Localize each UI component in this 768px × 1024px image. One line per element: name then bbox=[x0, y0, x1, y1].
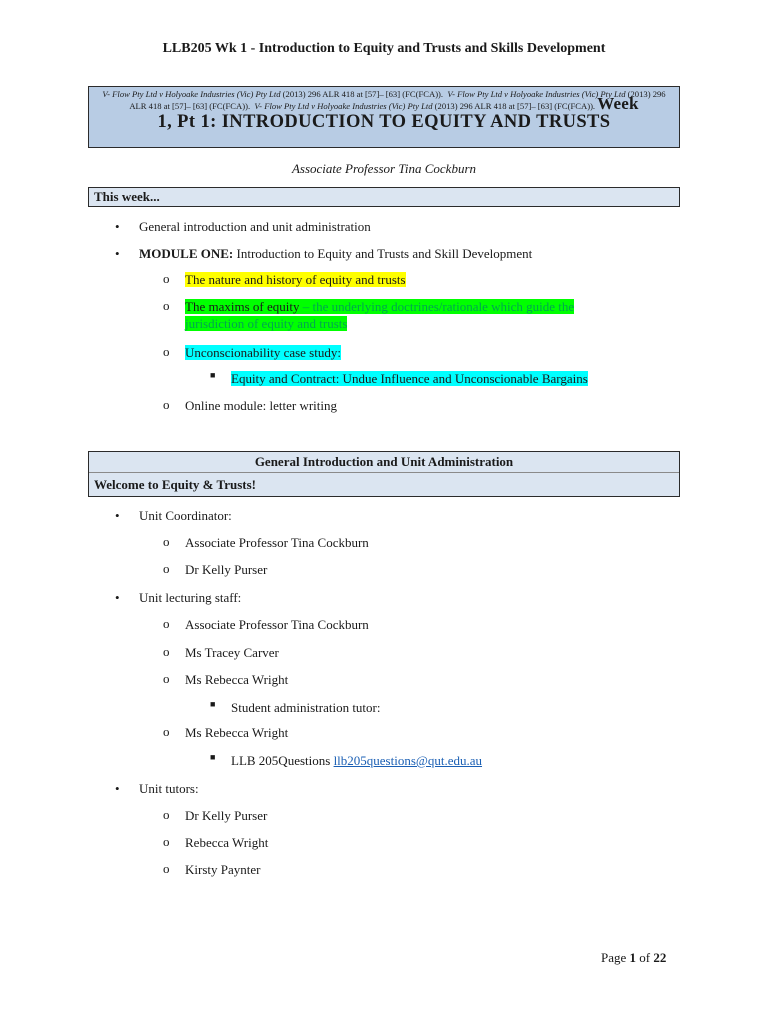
circle-bullet-icon: o bbox=[163, 534, 170, 549]
module-title: Introduction to Equity and Trusts and Skill Development bbox=[236, 246, 533, 261]
circle-bullet-icon: o bbox=[163, 861, 170, 876]
bullet-icon: • bbox=[115, 219, 120, 234]
square-bullet-icon: ■ bbox=[210, 699, 216, 709]
case-citation: (2013) 296 ALR 418 at [57]– [63] (FC(FCA)). bbox=[129, 89, 666, 111]
sub-list-item: Dr Kelly Purser bbox=[185, 562, 268, 577]
sub-list-item: Rebecca Wright bbox=[185, 835, 269, 850]
author-line: Associate Professor Tina Cockburn bbox=[291, 161, 477, 176]
circle-bullet-icon: o bbox=[163, 724, 170, 739]
document-title: 1, Pt 1: INTRODUCTION TO EQUITY AND TRUSTS bbox=[157, 112, 611, 132]
questions-label: LLB 205Questions bbox=[231, 753, 334, 768]
sub-list-item: Online module: letter writing bbox=[185, 398, 337, 413]
sub-list-item: Kirsty Paynter bbox=[185, 862, 261, 877]
page-footer bbox=[601, 950, 666, 966]
circle-bullet-icon: o bbox=[163, 561, 170, 576]
week-word: Week bbox=[597, 94, 639, 113]
highlighted-text: The nature and history of equity and trusts bbox=[185, 272, 406, 287]
circle-bullet-icon: o bbox=[163, 344, 170, 359]
sub-list-item: Associate Professor Tina Cockburn bbox=[185, 535, 369, 550]
of-word: of bbox=[636, 950, 654, 965]
highlighted-text: – the underlying doctrines/rationale which guide the bbox=[299, 299, 575, 314]
section-title: General Introduction and Unit Administration bbox=[89, 452, 679, 473]
circle-bullet-icon: o bbox=[163, 834, 170, 849]
sub-sub-list-item bbox=[231, 752, 482, 769]
module-label: MODULE ONE: bbox=[139, 246, 234, 261]
welcome-heading: Welcome to Equity & Trusts! bbox=[94, 477, 257, 492]
circle-bullet-icon: o bbox=[163, 807, 170, 822]
highlighted-text: jurisdiction of equity and trusts bbox=[185, 316, 348, 331]
highlighted-text: The maxims of equity bbox=[185, 299, 300, 314]
this-week-heading: This week... bbox=[88, 187, 680, 207]
sub-sub-list-item: Student administration tutor: bbox=[231, 700, 381, 715]
questions-email-link[interactable]: llb205questions@qut.edu.au bbox=[333, 753, 483, 768]
admin-box bbox=[88, 451, 680, 497]
circle-bullet-icon: o bbox=[163, 644, 170, 659]
sub-sub-list-item bbox=[231, 370, 588, 387]
sub-list-item bbox=[185, 271, 406, 288]
page-word: Page bbox=[601, 950, 630, 965]
circle-bullet-icon: o bbox=[163, 616, 170, 631]
case-citation-line bbox=[89, 87, 679, 111]
list-item: Unit Coordinator: bbox=[139, 508, 232, 523]
sub-list-item: Dr Kelly Purser bbox=[185, 808, 268, 823]
title-box bbox=[88, 86, 680, 148]
sub-list-item: Ms Tracey Carver bbox=[185, 645, 279, 660]
case-name: V- Flow Pty Ltd v Holyoake Industries (Vic) Pty Ltd bbox=[102, 89, 281, 99]
case-citation: (2013) 296 ALR 418 at [57]– [63] (FC(FCA)). bbox=[432, 101, 596, 111]
list-item: General introduction and unit administration bbox=[139, 219, 371, 234]
bullet-icon: • bbox=[115, 590, 120, 605]
sub-list-item: Associate Professor Tina Cockburn bbox=[185, 617, 369, 632]
circle-bullet-icon: o bbox=[163, 671, 170, 686]
circle-bullet-icon: o bbox=[163, 397, 170, 412]
sub-list-item: Ms Rebecca Wright bbox=[185, 725, 289, 740]
list-item bbox=[139, 245, 532, 262]
case-name: V- Flow Pty Ltd v Holyoake Industries (Vic) Pty Ltd bbox=[254, 101, 433, 111]
case-citation: (2013) 296 ALR 418 at [57]– [63] (FC(FCA)). bbox=[280, 89, 444, 99]
bullet-icon: • bbox=[115, 246, 120, 261]
square-bullet-icon: ■ bbox=[210, 370, 216, 380]
bullet-icon: • bbox=[115, 508, 120, 523]
highlighted-text: Unconscionability case study: bbox=[185, 345, 341, 360]
sub-list-item bbox=[185, 298, 625, 332]
page-header: LLB205 Wk 1 - Introduction to Equity and Trusts and Skills Development bbox=[162, 41, 606, 56]
highlighted-text: Equity and Contract: Undue Influence and Unconscionable Bargains bbox=[231, 371, 588, 386]
case-name: V- Flow Pty Ltd v Holyoake Industries (Vic) Pty Ltd bbox=[447, 89, 626, 99]
bullet-icon: • bbox=[115, 781, 120, 796]
page-total: 22 bbox=[653, 950, 667, 965]
sub-list-item bbox=[185, 344, 341, 361]
sub-list-item: Ms Rebecca Wright bbox=[185, 672, 289, 687]
circle-bullet-icon: o bbox=[163, 298, 170, 313]
list-item: Unit tutors: bbox=[139, 781, 199, 796]
list-item: Unit lecturing staff: bbox=[139, 590, 242, 605]
circle-bullet-icon: o bbox=[163, 271, 170, 286]
page-number: 1 bbox=[629, 950, 637, 965]
square-bullet-icon: ■ bbox=[210, 752, 216, 762]
